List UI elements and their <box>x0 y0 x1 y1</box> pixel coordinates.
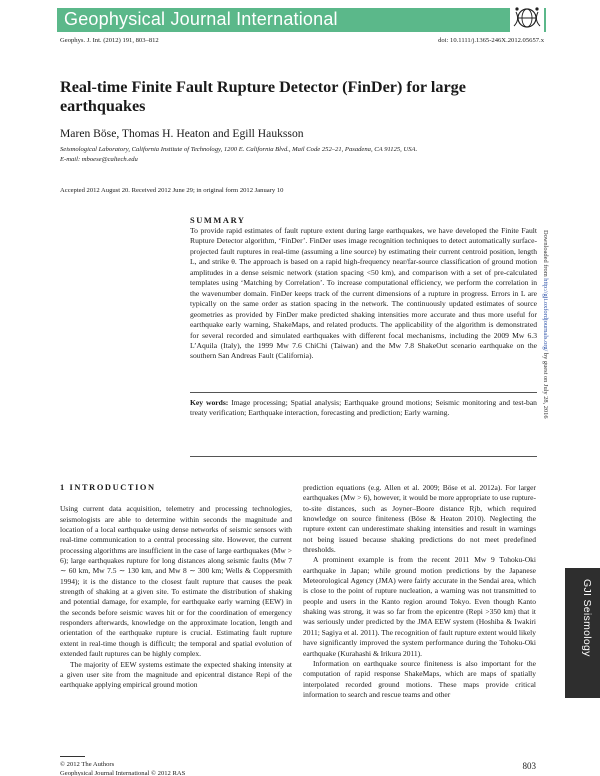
journal-logo-icon <box>510 4 544 32</box>
download-suffix: by guest on July 28, 2016 <box>542 351 549 419</box>
article-doi[interactable]: doi: 10.1111/j.1365-246X.2012.05657.x <box>438 37 544 44</box>
journal-banner <box>57 8 546 32</box>
paragraph: The majority of EEW systems estimate the expected shaking intensity at a given user site from the magnitude and epicentral distance Repi of the earthquake applying empirical ground motion <box>60 659 292 690</box>
section-tab-label: GJI Seismology <box>581 579 593 657</box>
article-authors: Maren Böse, Thomas H. Heaton and Egill Hauksson <box>60 127 304 140</box>
keywords-rule-top <box>190 392 537 393</box>
keywords-label: Key words: <box>190 398 229 407</box>
article-dates: Accepted 2012 August 20. Received 2012 June 29; in original form 2012 January 10 <box>60 187 284 194</box>
affiliation-text: Seismological Laboratory, California Institute of Technology, 1200 E. California Blvd., Mail Code 252–21, Pasadena, CA 91125, USA. <box>60 146 418 153</box>
paragraph: Using current data acquisition, telemetry and processing technologies, seismologists are able to determine within seconds the magnitude and location of a local earthquake using dense networks of seismic sensors with real-time communication to a central processing site. However, the current processing algorithms are insufficient in the case of large earthquakes (Mw > 6); large earthquakes rupture for long distances along seismic faults (Mw 7 ∼ 60 km, Mw 7.5 ∼ 130 km, and Mw 8 ∼ 300 km; Wells & Coppersmith 1994); it is the distance to the closest fault rupture that causes the peak strength of shaking at a given site. To estimate the distribution of shaking and potential damage, for example, for earthquake early warning (EEW) in the seconds before seismic waves hit or for the coordination of emergency responders afterwards, knowledge on the approximate location, length and orientation of the earthquake rupture is crucial. Estimating fault rupture extent in real-time though is difficult; the temporal and spatial evolution of extended fault ruptures can be highly complex. <box>60 504 292 659</box>
author-affiliation <box>60 145 530 164</box>
keywords-rule-bottom <box>190 456 537 457</box>
article-title: Real-time Finite Fault Rupture Detector (FinDer) for large earthquakes <box>60 78 466 115</box>
footer-rule <box>60 756 85 757</box>
summary-heading: SUMMARY <box>190 216 246 225</box>
introduction-heading: 1 INTRODUCTION <box>60 483 156 492</box>
paragraph: A prominent example is from the recent 2011 Mw 9 Tohoku-Oki earthquake in Japan; while ground motion predictions by the Japanese Meteorological Agency (JMA) were fairly accurate in the Sendai area, which is close to the point of rupture nucleation, a warning was not transmitted to people and users in the Kanto region around Tokyo. Even though Kanto shaking was strong, it was so far from the epicentre (Repi >350 km) that it was seriously under predicted by the JMA EEW system (Hoshiba & Iwakiri 2011; Sagiya et al. 2011). The recognition of fault rupture extent would likely have significantly improved the system performance during the Tohoku-Oki earthquake (Kurahashi & Irikura 2011). <box>303 555 536 658</box>
keywords <box>190 398 537 419</box>
paragraph: Information on earthquake source finiteness is also important for the computation of rapid response ShakeMaps, which are maps of spatially interpolated recorded ground motions. These maps provide critical information to search and rescue teams and other <box>303 658 536 699</box>
download-prefix: Downloaded from <box>542 230 549 279</box>
column-right <box>303 483 536 700</box>
footer <box>60 760 185 776</box>
page-number: 803 <box>522 761 536 771</box>
copyright-journal: Geophysical Journal International © 2012 RAS <box>60 770 186 776</box>
author-email[interactable]: E-mail: mboese@caltech.edu <box>60 155 138 163</box>
keywords-text: Image processing; Spatial analysis; Earthquake ground motions; Seismic monitoring and test-ban treaty verification; Earthquake interaction, forecasting and prediction; Early warning. <box>190 398 537 418</box>
download-note <box>537 230 549 530</box>
article-citation: Geophys. J. Int. (2012) 191, 803–812 <box>60 37 159 44</box>
journal-name: Geophysical Journal International <box>64 9 338 29</box>
summary-text: To provide rapid estimates of fault rupture extent during large earthquakes, we have developed the Finite Fault Rupture Detector algorithm, ‘FinDer’. FinDer uses image recognition techniques to detect automatically surface-projected fault ruptures in real-time (assuming a line source) by estimating their current centroid position, length L, and strike θ. The approach is based on a rapid high-frequency near/far-source classification of ground motion amplitudes in a dense seismic network (station spacing <50 km), and comparison with a set of pre-calculated templates using ‘Matching by Correlation’. To increase computational efficiency, we perform the correlation in the wavenumber domain. FinDer keeps track of the current dimensions of a rupture in progress. Errors in L are typically on the same order as station spacing in the network. The continuously updated estimates of source geometries as provided by FinDer make predicted shaking intensities more accurate and thus more useful for earthquake early warning, ShakeMaps, and related products. The applicability of the algorithm is demonstrated for several recorded and simulated earthquakes with different focal mechanisms, including the 2009 Mw 6.3 L’Aquila (Italy), the 1999 Mw 7.6 ChiChi (Taiwan) and the Mw 7.8 ShakeOut scenario earthquake on the southern San Andreas Fault (California). <box>190 226 537 361</box>
paragraph: prediction equations (e.g. Allen et al. 2009; Böse et al. 2012a). For larger earthquakes (Mw > 6), however, it would be more appropriate to use rupture-to-site distances, such as Joyner–Boore distance Rjb, which required knowledge on source finiteness (Böse & Heaton 2010). Neglecting the rupture extent can underestimate shaking intensities and result in warnings not being issued because shaking predictions do not meet predefined thresholds. <box>303 483 536 555</box>
column-left <box>60 483 292 691</box>
download-link[interactable]: http://gji.oxfordjournals.org/ <box>542 278 549 352</box>
copyright-authors: © 2012 The Authors <box>60 761 115 768</box>
